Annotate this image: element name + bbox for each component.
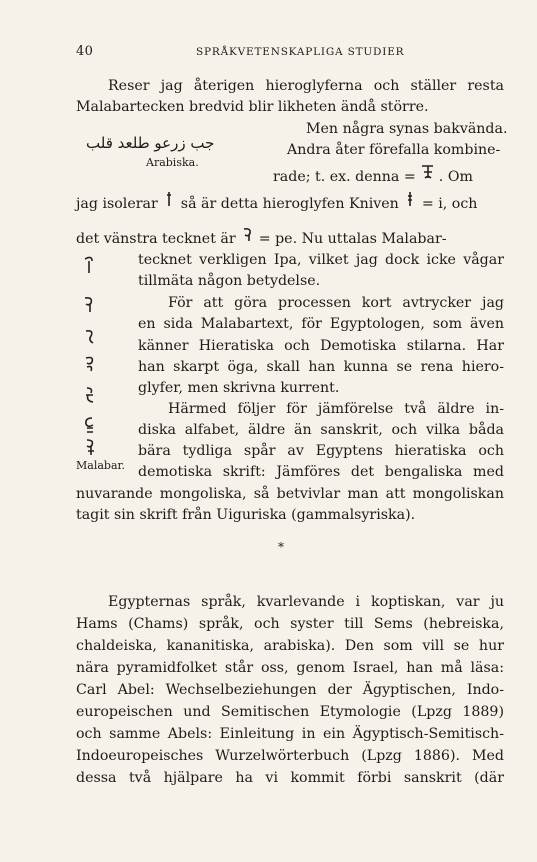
malabar-line-8: Härmed följer för jämförelse två äldre in- xyxy=(168,401,504,417)
malabar-glyph-4-icon xyxy=(83,353,97,375)
para3-line-6: europeischen und Semitischen Etymologie (Lpzg 1889) xyxy=(76,704,504,720)
malabar-glyph-2-icon xyxy=(82,293,96,315)
malabar-glyph-1-icon xyxy=(82,253,96,275)
running-title: SPRÅKVETENSKAPLIGA STUDIER xyxy=(196,46,405,58)
malabar-glyph-7-icon xyxy=(83,437,97,459)
para2-line2 xyxy=(76,225,447,250)
para2-line1 xyxy=(76,190,477,215)
malabar-tail-1: nuvarande mongoliska, så betvivlar man att mongoliskan xyxy=(76,486,504,502)
malabar-glyph-5-icon xyxy=(83,383,97,405)
malabar-glyph-3-icon xyxy=(83,325,97,347)
malabar-label: Malabar. xyxy=(76,459,126,472)
malabar-tail-2: tagit sin skrift från Uiguriska (gammalsyriska). xyxy=(76,507,416,523)
arabic-label: Arabiska. xyxy=(146,156,199,169)
malabar-line-9: diska alfabet, äldre än sanskrit, och vilka båda xyxy=(138,422,504,438)
section-separator: * xyxy=(278,540,284,554)
malabar-line-4: en sida Malabartext, för Egyptologen, som även xyxy=(138,316,504,332)
para1-line2: Malabartecken bredvid blir likheten ändå större. xyxy=(76,99,429,115)
para3-line-1: Egypternas språk, kvarlevande i koptiskan, var ju xyxy=(108,594,504,610)
malabar-line-5: känner Hieratiska och Demotiska stilarna. Har xyxy=(138,338,504,354)
para3-line-7: och samme Abels: Einleitung in ein Ägyptisch-Semitisch- xyxy=(76,726,504,742)
isolated-sign-icon xyxy=(162,190,176,213)
arabic-right-line3 xyxy=(273,163,473,188)
arabic-right-line3a: rade; t. ex. denna = xyxy=(273,169,416,185)
malabar-line-6: han skarpt öga, skall han kunna se rena hiero- xyxy=(138,359,504,375)
para3-line-9: dessa två hjälpare ha vi kommit förbi sanskrit (där xyxy=(76,770,504,786)
para2-line1a: jag isolerar xyxy=(76,196,158,212)
malabar-line-10: bära tydliga spår av Egyptens hieratiska och xyxy=(138,443,504,459)
para3-line-8: Indoeuropeisches Wurzelwörterbuch (Lpzg 1886). Med xyxy=(76,748,504,764)
para3-line-4: nära pyramidfolket står oss, genom Israel, han må läsa: xyxy=(76,660,504,676)
arabic-script-sample: ﺟﺐ ﺯﺭﻋﻮ ﻃﻠﻌﺪ ﻗﻠﺐ xyxy=(86,134,215,152)
para3-line-5: Carl Abel: Wechselbeziehungen der Ägyptischen, Indo- xyxy=(76,682,504,698)
arabic-right-line2: Andra åter förefalla kombine- xyxy=(287,142,501,158)
para2-line1b: så är detta hieroglyfen Kniven xyxy=(180,196,399,212)
page-number: 40 xyxy=(76,44,94,59)
para2-line1c: = i, och xyxy=(421,196,478,212)
malabar-line-2: tillmäta någon betydelse. xyxy=(138,273,321,289)
para2-line2a: det vänstra tecknet är xyxy=(76,231,236,247)
para3-line-3: chaldeiska, kananitiska, arabiska). Den som vill se hur xyxy=(76,638,504,654)
malabar-glyph-6-icon xyxy=(83,414,97,436)
malabar-line-3: För att göra processen kort avtrycker jag xyxy=(168,295,504,311)
para1-line1: Reser jag återigen hieroglyferna och ställer resta xyxy=(108,78,504,94)
malabar-line-1: tecknet verkligen Ipa, vilket jag dock icke vågar xyxy=(138,252,504,268)
malabar-line-7: glyfer, men skrivna kurrent. xyxy=(138,380,340,396)
malabar-line-11: demotiska skrift: Jämföres det bengaliska med xyxy=(138,464,504,480)
para2-line2b: = pe. Nu uttalas Malabar- xyxy=(258,231,447,247)
knife-hieroglyph-icon xyxy=(403,190,417,213)
pe-sign-icon xyxy=(240,225,254,248)
para3-line-2: Hams (Chams) språk, och syster till Sems (hebreiska, xyxy=(76,616,504,632)
arabic-right-line3b: . Om xyxy=(438,169,473,185)
arabic-right-line1: Men några synas bakvända. xyxy=(306,121,508,137)
combined-hieroglyph-icon xyxy=(420,163,434,186)
